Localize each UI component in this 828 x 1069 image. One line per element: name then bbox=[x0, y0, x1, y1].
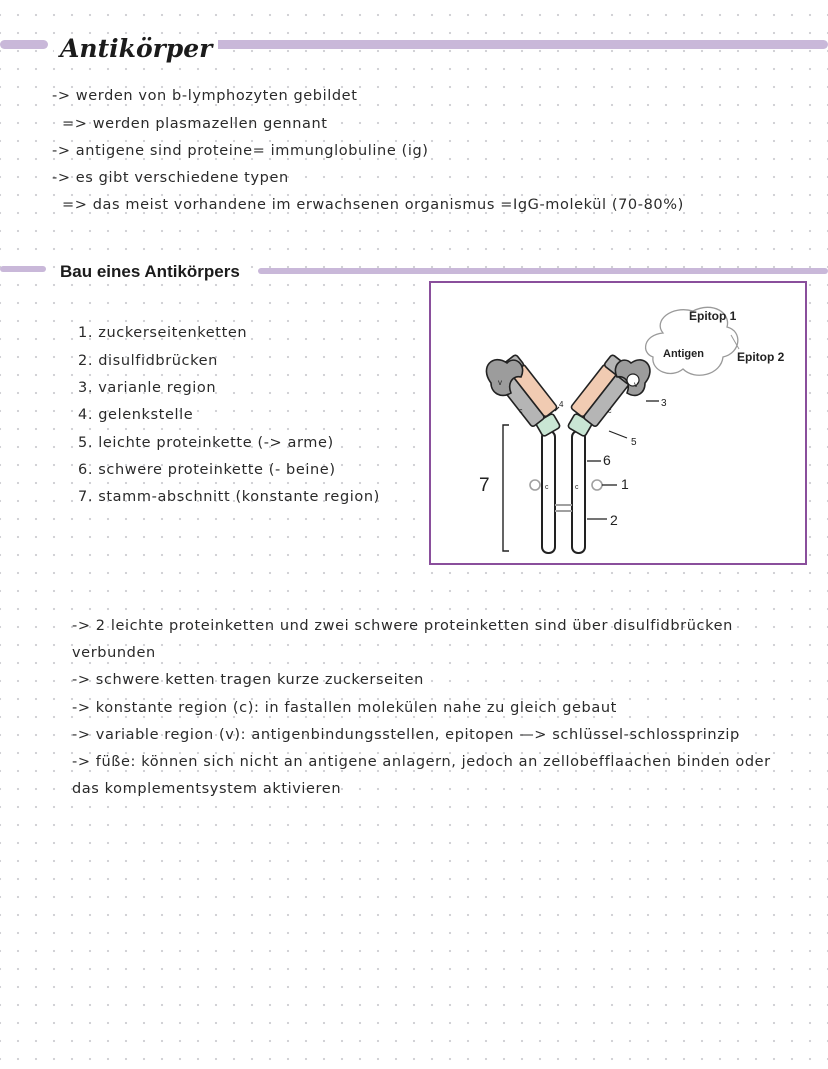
right-stem bbox=[572, 431, 585, 553]
label-c-stem-left: c bbox=[545, 484, 549, 491]
intro-line-5: => das meist vorhandene im erwachsenen organismus =IgG-molekül (70-80%) bbox=[62, 197, 684, 213]
note-line-3: -> schwere ketten tragen kurze zuckerseiten bbox=[72, 672, 424, 688]
section-title: Bau eines Antikörpers bbox=[56, 262, 244, 282]
label-num-1: 1 bbox=[621, 476, 629, 492]
antibody-illustration bbox=[431, 283, 805, 563]
label-epitop-2: Epitop 2 bbox=[737, 350, 785, 364]
label-c-right: c bbox=[608, 408, 612, 415]
header-bar-left bbox=[0, 40, 48, 49]
part-item-7: 7. stamm-abschnitt (konstante region) bbox=[78, 489, 380, 505]
label-num-4: 4 bbox=[559, 400, 564, 409]
page-title: Antikörper bbox=[54, 34, 218, 63]
label-num-2: 2 bbox=[610, 512, 618, 528]
part-item-5: 5. leichte proteinkette (-> arme) bbox=[78, 435, 334, 451]
antibody-diagram bbox=[429, 281, 807, 565]
header-bar-right bbox=[186, 40, 828, 49]
label-c-left: c bbox=[519, 408, 523, 415]
label-num-6: 6 bbox=[603, 452, 611, 468]
sugar-chain-left bbox=[530, 480, 540, 490]
part-item-6: 6. schwere proteinkette (- beine) bbox=[78, 462, 336, 478]
label-num-5: 5 bbox=[631, 437, 637, 448]
label-num-3: 3 bbox=[661, 398, 667, 409]
note-line-5: -> variable region (v): antigenbindungsstellen, epitopen —> schlüssel-schlossprinzip bbox=[72, 727, 740, 743]
part-item-2: 2. disulfidbrücken bbox=[78, 353, 218, 369]
label-epitop-1: Epitop 1 bbox=[689, 309, 737, 323]
stem-bracket bbox=[503, 425, 509, 551]
sugar-chain-right bbox=[592, 480, 602, 490]
section-bar-right bbox=[258, 268, 828, 274]
intro-line-2: => werden plasmazellen gennant bbox=[62, 116, 328, 132]
note-line-7: das komplementsystem aktivieren bbox=[72, 781, 342, 797]
part-item-3: 3. varianle region bbox=[78, 380, 217, 396]
section-bar-left bbox=[0, 266, 46, 272]
intro-line-3: -> antigene sind proteine= immunglobuline (ig) bbox=[52, 143, 429, 159]
intro-line-1: -> werden von b-lymphozyten gebildet bbox=[52, 88, 358, 104]
note-line-1: -> 2 leichte proteinketten und zwei schwere proteinketten sind über disulfidbrücken bbox=[72, 618, 733, 634]
part-item-4: 4. gelenkstelle bbox=[78, 407, 194, 423]
label-num-7: 7 bbox=[479, 475, 490, 496]
label-c-stem-right: c bbox=[575, 484, 579, 491]
note-line-2: verbunden bbox=[72, 645, 156, 661]
intro-line-4: -> es gibt verschiedene typen bbox=[52, 170, 289, 186]
part-item-1: 1. zuckerseitenketten bbox=[78, 325, 248, 341]
label-v-right: v bbox=[634, 380, 638, 389]
label-v-left: v bbox=[498, 378, 502, 387]
label-antigen: Antigen bbox=[663, 348, 704, 360]
note-line-6: -> füße: können sich nicht an antigene anlagern, jedoch an zellobefflaachen binden oder bbox=[72, 754, 771, 770]
left-stem bbox=[542, 431, 555, 553]
note-line-4: -> konstante region (c): in fastallen molekülen nahe zu gleich gebaut bbox=[72, 700, 617, 716]
